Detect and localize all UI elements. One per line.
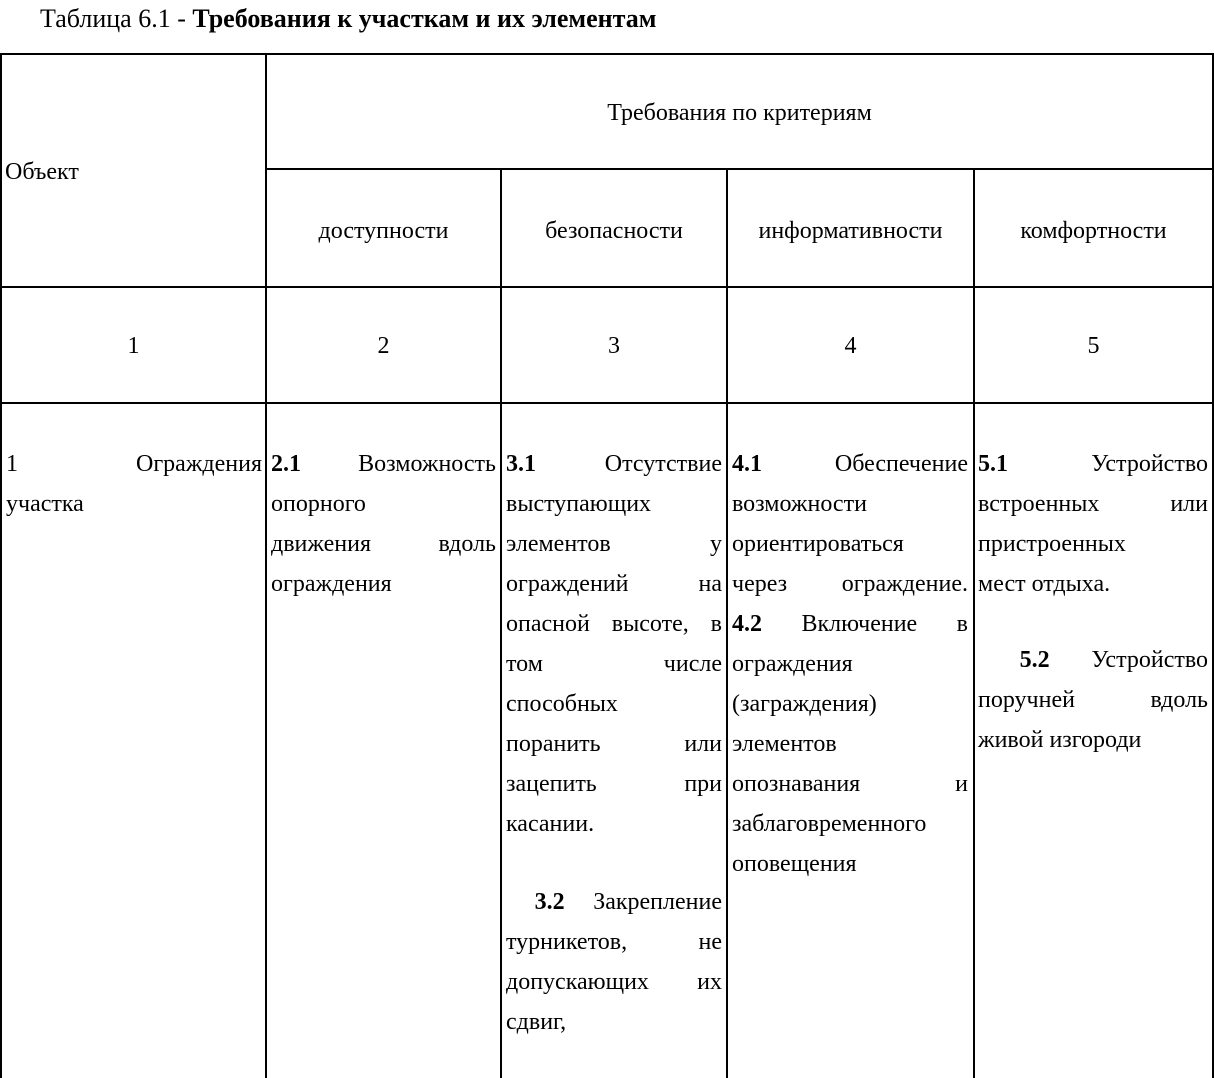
- table-border-left: [0, 53, 2, 1078]
- requirement-number-4-2: 4.2: [732, 611, 762, 637]
- requirement-5-1-line-2: встроенных или: [978, 491, 1208, 517]
- requirement-4-2-line-1: 4.2 Включение в: [732, 611, 968, 637]
- requirement-4-1-line-1: 4.1 Обеспечение: [732, 451, 968, 477]
- requirement-3-1-line-9: зацепить при: [506, 771, 722, 797]
- table-border-top: [0, 53, 1214, 55]
- caption-prefix: Таблица 6.1 -: [40, 4, 193, 33]
- row-1-informativeness-cell: [732, 444, 968, 884]
- requirement-4-2-line-3: (заграждения): [732, 691, 877, 717]
- column-line-2: [500, 168, 502, 1078]
- row-1-object: [6, 444, 262, 524]
- column-line-4: [973, 168, 975, 1078]
- column-number-2: 2: [377, 333, 390, 359]
- requirement-number-2-1: 2.1: [271, 451, 301, 477]
- requirement-3-1-line-7: способных: [506, 691, 618, 717]
- requirement-4-2-line-5: опознавания и: [732, 771, 968, 797]
- requirement-3-1-line-8: поранить или: [506, 731, 722, 757]
- requirement-number-3-1: 3.1: [506, 451, 536, 477]
- row-1-accessibility-cell: [271, 444, 496, 604]
- header-criterion-informativeness: информативности: [758, 218, 943, 244]
- requirement-5-2-line-2: поручней вдоль: [978, 687, 1208, 713]
- caption-title: Требования к участкам и их элементам: [192, 4, 657, 33]
- requirement-3-2-line-2: турникетов, не: [506, 929, 722, 955]
- row-1-object-line-2: участка: [6, 491, 84, 517]
- requirement-3-1-line-4: ограждений на: [506, 571, 722, 597]
- requirement-5-1-line-4: мест отдыха.: [978, 571, 1111, 597]
- requirement-3-1-line-1: 3.1 Отсутствие: [506, 451, 722, 477]
- column-number-4: 4: [844, 333, 857, 359]
- requirement-4-2-line-7: оповещения: [732, 851, 857, 877]
- header-bottom-line: [0, 286, 1214, 288]
- requirement-5-2-line-1: 5.2 Устройство: [1019, 647, 1209, 673]
- column-number-1: 1: [127, 333, 140, 359]
- requirement-4-2-line-2: ограждения: [732, 651, 853, 677]
- requirement-5-2-line-3: живой изгороди: [978, 727, 1142, 753]
- header-divider-line: [265, 168, 1214, 170]
- requirement-4-1-line-3: ориентироваться: [732, 531, 904, 557]
- requirement-5-1-line-1: 5.1 Устройство: [978, 451, 1208, 477]
- requirement-3-2-line-1: 3.2 Закрепление: [534, 889, 722, 915]
- row-1-object-line-1: 1 Ограждения: [6, 451, 262, 477]
- requirement-4-2-line-4: элементов: [732, 731, 837, 757]
- header-criteria-group: Требования по критериям: [607, 100, 872, 126]
- row-1-safety-cell: [506, 444, 722, 1042]
- requirement-3-1-line-3: элементов у: [506, 531, 722, 557]
- paragraph-gap: [506, 844, 722, 882]
- row-1-comfort-cell: [978, 444, 1208, 760]
- numbers-row-bottom-line: [0, 402, 1214, 404]
- requirement-3-2-line-4: сдвиг,: [506, 1009, 567, 1035]
- column-number-5: 5: [1087, 333, 1100, 359]
- requirement-3-2-line-3: допускающих их: [506, 969, 722, 995]
- requirement-2-1-line-4: ограждения: [271, 571, 392, 597]
- requirement-2-1-line-3: движения вдоль: [271, 531, 496, 557]
- requirement-4-1-line-2: возможности: [732, 491, 867, 517]
- header-object: Объект: [5, 159, 79, 185]
- requirement-4-2-line-6: заблаговременного: [732, 811, 927, 837]
- requirement-number-3-2: 3.2: [534, 889, 565, 915]
- column-line-1: [265, 53, 267, 1078]
- requirement-number-5-1: 5.1: [978, 451, 1008, 477]
- column-number-3: 3: [608, 333, 620, 359]
- paragraph-gap: [978, 604, 1208, 640]
- requirement-3-1-line-10: касании.: [506, 811, 595, 837]
- requirement-3-1-line-2: выступающих: [506, 491, 652, 517]
- header-criterion-safety: безопасности: [545, 218, 683, 244]
- requirement-number-5-2: 5.2: [1019, 647, 1050, 673]
- requirement-2-1-line-2: опорного: [271, 491, 366, 517]
- header-criterion-comfort: комфортности: [1020, 218, 1167, 244]
- requirement-number-4-1: 4.1: [732, 451, 762, 477]
- requirement-2-1-line-1: 2.1 Возможность: [271, 451, 496, 477]
- requirement-3-1-line-5: опасной высоте, в: [506, 611, 722, 637]
- requirement-4-1-line-4: через ограждение.: [732, 571, 968, 597]
- header-criterion-accessibility: доступности: [318, 218, 449, 244]
- column-line-3: [726, 168, 728, 1078]
- requirement-3-1-line-6: том числе: [506, 651, 722, 677]
- requirement-5-1-line-3: пристроенных: [978, 531, 1126, 557]
